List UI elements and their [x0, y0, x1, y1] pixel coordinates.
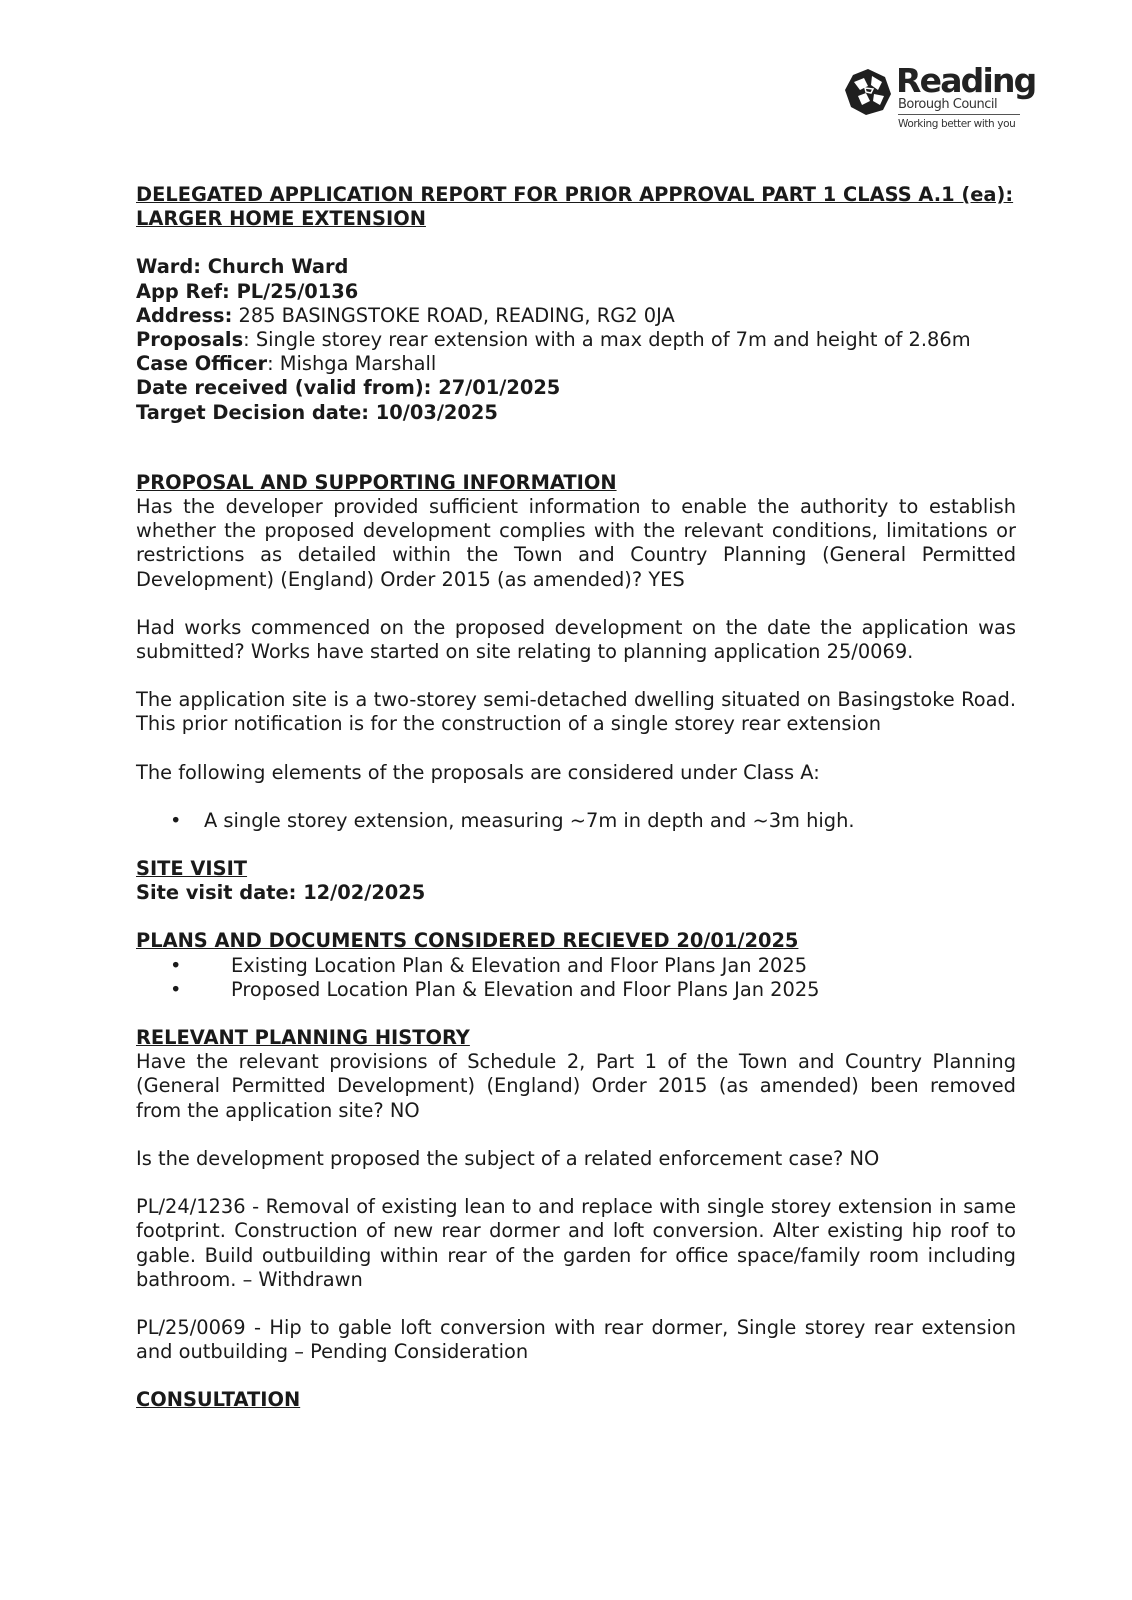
- target-date-line: [136, 401, 1016, 425]
- proposal-heading: PROPOSAL AND SUPPORTING INFORMATION: [136, 470, 617, 494]
- date-received-value: 27/01/2025: [438, 376, 561, 400]
- report-title: DELEGATED APPLICATION REPORT FOR PRIOR APPROVAL PART 1 CLASS A.1 (ea): LARGER HOME EXTENSION: [136, 183, 1014, 231]
- site-visit-date-label: Site visit date:: [136, 881, 297, 905]
- proposal-paragraph-2: Had works commenced on the proposed development on the date the application was submitted? Works have started on site relating to planning application 25/0069.: [136, 615, 1016, 664]
- target-date-label: Target Decision date:: [136, 400, 370, 424]
- site-visit-heading: SITE VISIT: [136, 857, 248, 881]
- ward-value: Church Ward: [207, 255, 349, 279]
- history-paragraph-2: Is the development proposed the subject of a related enforcement case? NO: [136, 1146, 880, 1170]
- council-logo: [844, 61, 1036, 136]
- target-date-value: 10/03/2025: [375, 400, 498, 424]
- proposal-paragraph-1: Has the developer provided sufficient information to enable the authority to establish whether the proposed development complies with the relevant conditions, limitations or restrictions as detailed within the Town and Country Planning (General Permitted Development) (England) Order 2015 (as amended)? YES: [136, 495, 1016, 591]
- history-paragraph-1: Have the relevant provisions of Schedule 2, Part 1 of the Town and Country Planning (General Permitted Development) (England) Order 2015 (as amended) been removed from the application site? NO: [136, 1050, 1016, 1122]
- ward-label: Ward:: [136, 255, 201, 279]
- proposals-label: Proposals: [136, 328, 244, 352]
- proposal-elements-list: [136, 809, 1016, 833]
- list-item: • A single storey extension, measuring ~7m in depth and ~3m high.: [136, 809, 1016, 833]
- app-ref-label: App Ref:: [136, 279, 230, 303]
- consultation-heading: CONSULTATION: [136, 1388, 301, 1412]
- council-emblem-icon: [844, 68, 892, 116]
- application-details: [136, 255, 1016, 424]
- proposal-paragraph-4: The following elements of the proposals are considered under Class A:: [136, 760, 820, 784]
- plans-heading: PLANS AND DOCUMENTS CONSIDERED RECIEVED 20/01/2025: [136, 929, 799, 953]
- ward-line: [136, 255, 1016, 279]
- proposals-value: : Single storey rear extension with a max depth of 7m and height of 2.86m: [243, 328, 971, 352]
- date-received-line: [136, 376, 1016, 400]
- history-paragraph-3: PL/24/1236 - Removal of existing lean to and replace with single storey extension in same footprint. Construction of new rear dormer and loft conversion. Alter existing hip roof to gable. Build outbuilding within rear of the garden for office space/family room including bathroom. – Withdrawn: [136, 1195, 1016, 1291]
- logo-tagline: Working better with you: [898, 118, 1016, 130]
- list-item: • Proposed Location Plan & Elevation and Floor Plans Jan 2025: [136, 978, 1016, 1002]
- app-ref-value: PL/25/0136: [236, 279, 359, 303]
- case-officer-line: [136, 352, 1016, 376]
- address-value: 285 BASINGSTOKE ROAD, READING, RG2 0JA: [238, 303, 675, 327]
- plans-list: [136, 954, 1016, 1002]
- logo-subtitle: Borough Council: [898, 97, 998, 112]
- date-received-label: Date received (valid from):: [136, 376, 432, 400]
- list-item: • Existing Location Plan & Elevation and Floor Plans Jan 2025: [136, 954, 1016, 978]
- logo-name: Reading: [896, 61, 1036, 100]
- case-officer-label: Case Officer: [136, 352, 268, 376]
- address-label: Address:: [136, 303, 233, 327]
- proposals-line: [136, 328, 1016, 352]
- history-paragraph-4: PL/25/0069 - Hip to gable loft conversion with rear dormer, Single storey rear extension and outbuilding – Pending Consideration: [136, 1315, 1016, 1364]
- app-ref-line: [136, 280, 1016, 304]
- report-body: [136, 183, 1016, 1413]
- case-officer-value: : Mishga Marshall: [267, 352, 437, 376]
- logo-divider: [898, 114, 1020, 115]
- site-visit-date-value: 12/02/2025: [303, 881, 426, 905]
- address-line: [136, 304, 1016, 328]
- site-visit-date-line: [136, 881, 1016, 905]
- proposal-paragraph-3: The application site is a two-storey semi-detached dwelling situated on Basingstoke Road. This prior notification is for the construction of a single storey rear extension: [136, 688, 1016, 736]
- history-heading: RELEVANT PLANNING HISTORY: [136, 1026, 470, 1050]
